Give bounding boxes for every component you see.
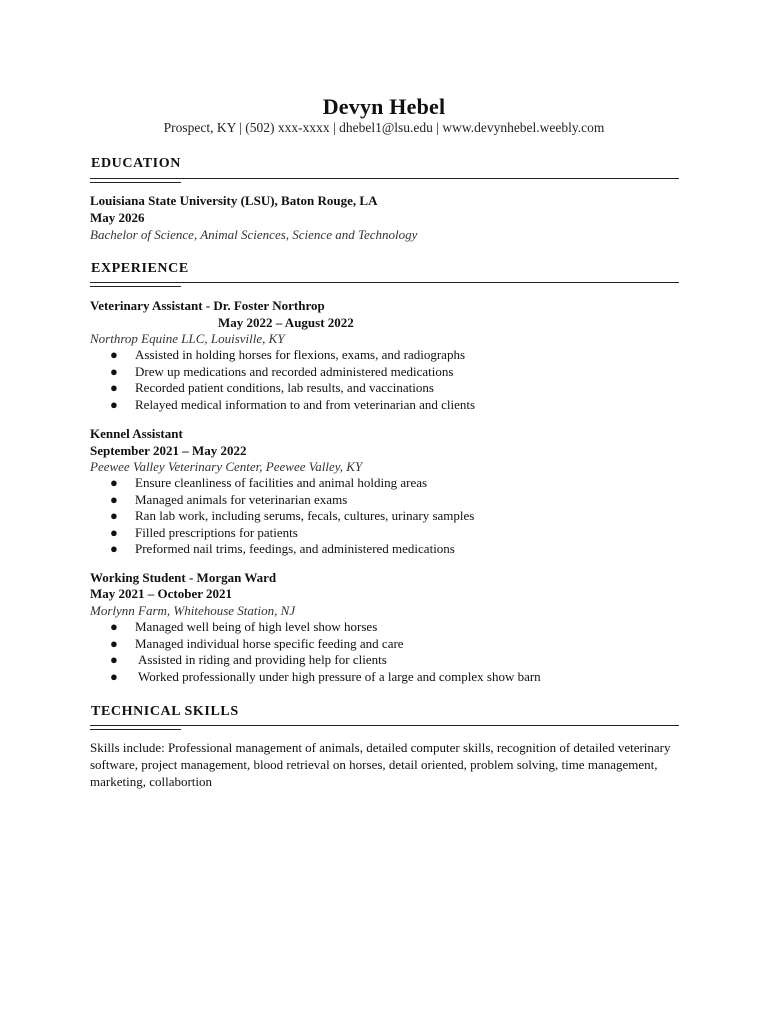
- education-rule-accent: [90, 182, 181, 183]
- bullet-icon: ●: [110, 619, 118, 634]
- job-bullet-list: [110, 619, 541, 685]
- job-role: Veterinary Assistant - Dr. Foster Northrop: [90, 298, 325, 313]
- experience-rule: [90, 282, 679, 283]
- bullet-icon: ●: [110, 508, 118, 524]
- list-item: ● Managed well being of high level show horses: [110, 619, 378, 634]
- job-place: Peewee Valley Veterinary Center, Peewee Valley, KY: [90, 459, 363, 474]
- education-rule: [90, 178, 679, 179]
- bullet-icon: ●: [110, 541, 118, 557]
- list-item: ● Recorded patient conditions, lab results, and vaccinations: [110, 380, 434, 396]
- job-dates: September 2021 – May 2022: [90, 443, 247, 458]
- list-item: ● Managed animals for veterinarian exams: [110, 491, 348, 507]
- education-date: May 2026: [90, 210, 145, 225]
- skills-heading: TECHNICAL SKILLS: [91, 704, 239, 719]
- list-item: ● Preformed nail trims, feedings, and administered medications: [110, 541, 455, 557]
- experience-rule-accent: [90, 286, 181, 287]
- list-item: ● Managed individual horse specific feeding and care: [110, 635, 404, 651]
- list-item: ● Ran lab work, including serums, fecals, cultures, urinary samples: [110, 508, 475, 524]
- bullet-icon: ●: [110, 635, 118, 651]
- list-item: ● Filled prescriptions for patients: [110, 524, 298, 540]
- job-place: Northrop Equine LLC, Louisville, KY: [90, 331, 285, 346]
- bullet-icon: ●: [110, 380, 118, 396]
- skills-paragraph: Skills include: Professional management of animals, detailed computer skills, recognition of detailed veterinary software, project management, blood retrieval on horses, detail oriented, problem solving, time management, marketing, collabortion: [90, 740, 671, 789]
- list-item: ● Assisted in holding horses for flexions, exams, and radiographs: [110, 347, 466, 362]
- list-item: ● Drew up medications and recorded administered medications: [110, 363, 454, 379]
- skills-rule: [90, 725, 679, 726]
- experience-heading: EXPERIENCE: [91, 261, 189, 276]
- list-item: ● Worked professionally under high pressure of a large and complex show barn: [110, 668, 541, 684]
- bullet-icon: ●: [110, 475, 118, 490]
- list-item: ● Assisted in riding and providing help for clients: [110, 652, 387, 668]
- education-heading: EDUCATION: [91, 156, 181, 171]
- education-school: Louisiana State University (LSU), Baton Rouge, LA: [90, 193, 378, 208]
- job-dates: May 2022 – August 2022: [218, 315, 354, 330]
- job-role: Working Student - Morgan Ward: [90, 570, 277, 585]
- job-role: Kennel Assistant: [90, 426, 183, 441]
- job-bullet-list: [110, 475, 474, 558]
- bullet-icon: ●: [110, 524, 118, 540]
- bullet-icon: ●: [110, 652, 118, 668]
- job-dates: May 2021 – October 2021: [90, 586, 233, 601]
- bullet-icon: ●: [110, 668, 118, 684]
- job-bullet-list: [110, 347, 475, 413]
- candidate-name: Devyn Hebel: [322, 94, 446, 119]
- skills-rule-accent: [90, 729, 181, 730]
- bullet-icon: ●: [110, 396, 118, 412]
- contact-line: Prospect, KY | (502) xxx-xxxx | dhebel1@lsu.edu | www.devynhebel.weebly.com: [163, 120, 605, 135]
- bullet-icon: ●: [110, 347, 118, 362]
- job-place: Morlynn Farm, Whitehouse Station, NJ: [90, 603, 296, 618]
- bullet-icon: ●: [110, 363, 118, 379]
- list-item: ● Ensure cleanliness of facilities and animal holding areas: [110, 475, 428, 490]
- bullet-icon: ●: [110, 491, 118, 507]
- list-item: ● Relayed medical information to and from veterinarian and clients: [110, 396, 476, 412]
- education-degree: Bachelor of Science, Animal Sciences, Science and Technology: [90, 227, 418, 242]
